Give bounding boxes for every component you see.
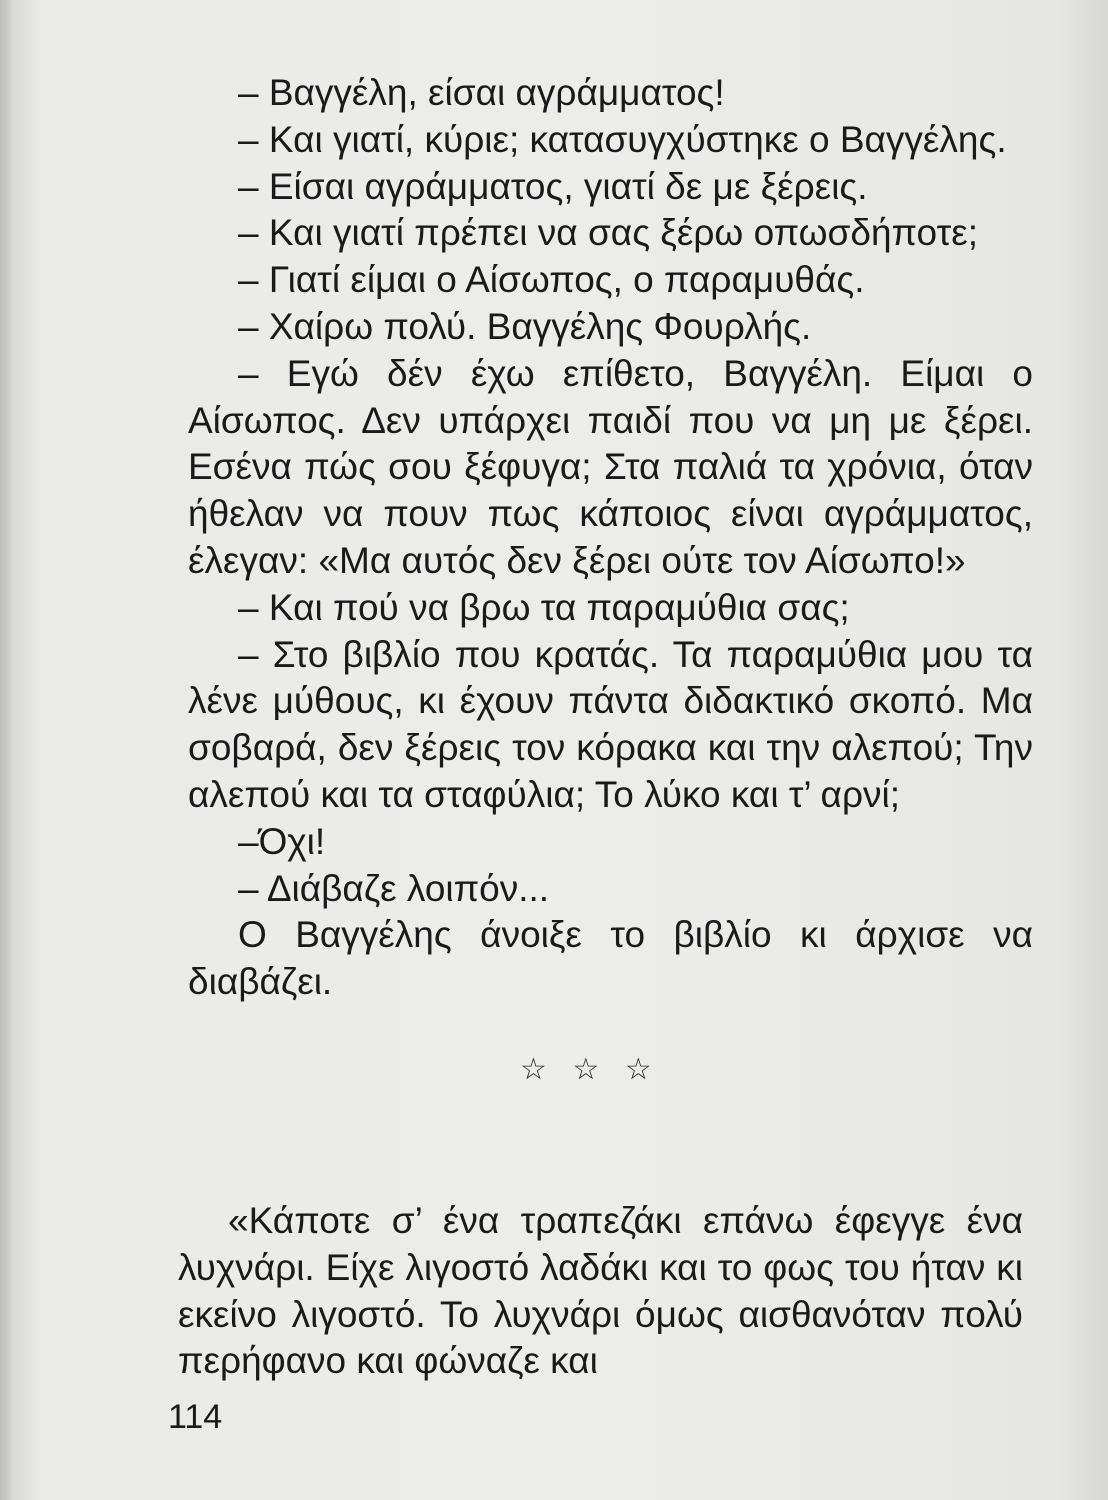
dialogue-paragraph: – Και πού να βρω τα παραμύθια σας; (238, 586, 850, 628)
fable-paragraph: «Κάποτε σ’ ένα τραπεζάκι επάνω έφεγγε ένα λυχνάρι. Είχε λιγοστό λαδάκι και το φως του ήταν κι εκείνο λιγοστό. Το λυχνάρι όμως αισθανόταν πολύ περήφανο και φώναζε και (178, 1200, 1023, 1382)
dialogue-paragraph: – Εγώ δέν έχω επίθετο, Βαγγέλη. Είμαι ο Αίσωπος. Δεν υπάρχει παιδί που να μη με ξέρει. Εσένα πώς σου ξέφυγα; Στα παλιά τα χρόνια, όταν ήθελαν να πουν πως κάποιος είναι αγράμματος, έλεγαν: «Μα αυτός δεν ξέρει ούτε τον Αίσωπο!» (188, 352, 1033, 581)
dialogue-section (188, 70, 1033, 1134)
dialogue-paragraph: – Γιατί είμαι ο Αίσωπος, ο παραμυθάς. (238, 259, 865, 301)
dialogue-paragraph: – Είσαι αγράμματος, γιατί δε με ξέρεις. (238, 165, 868, 207)
dialogue-paragraph: – Χαίρω πολύ. Βαγγέλης Φουρλής. (238, 305, 812, 347)
narration-paragraph: Ο Βαγγέλης άνοιξε το βιβλίο κι άρχισε να διαβάζει. (188, 914, 1033, 1003)
page-number: 114 (168, 1398, 223, 1436)
dialogue-paragraph: – Στο βιβλίο που κρατάς. Τα παραμύθια μου τα λένε μύθους, κι έχουν πάντα διδακτικό σκοπό. Μα σοβαρά, δεν ξέρεις τον κόρακα και την αλεπού; Την αλεπού και τα σταφύλια; Το λύκο και τ’ αρνί; (188, 633, 1033, 815)
dialogue-paragraph: – Και γιατί πρέπει να σας ξέρω οπωσδήποτε; (238, 212, 978, 254)
fable-section (178, 1198, 1023, 1385)
dialogue-paragraph: – Βαγγέλη, είσαι αγράμματος! (238, 72, 725, 113)
dialogue-paragraph: – Και γιατί, κύριε; κατασυγχύστηκε ο Βαγγέλης. (238, 118, 1007, 160)
dialogue-paragraph: –Όχι! (238, 820, 326, 862)
dialogue-paragraph: – Διάβαζε λοιπόν... (238, 867, 550, 909)
section-separator: ☆ ☆ ☆ (520, 1051, 660, 1087)
